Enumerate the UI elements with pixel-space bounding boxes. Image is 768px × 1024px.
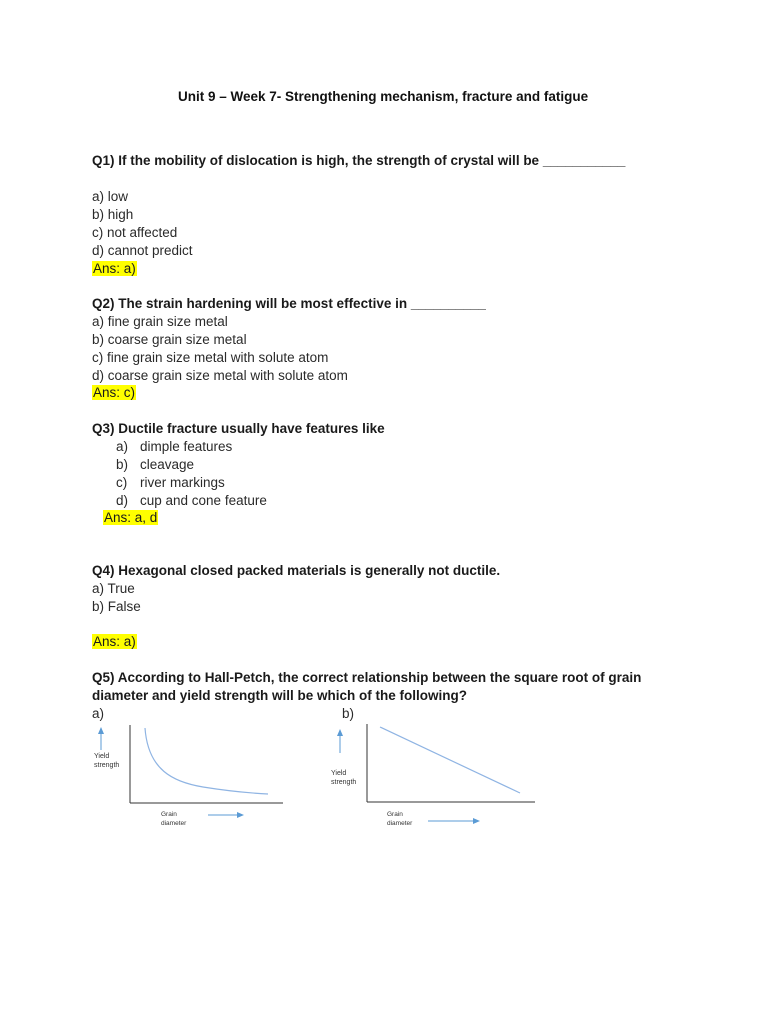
question-text-line-2: diameter and yield strength will be which of the following? bbox=[92, 688, 468, 703]
figure-a-label: a) bbox=[92, 706, 105, 721]
question-3 bbox=[92, 420, 385, 438]
figure-b-label: b) bbox=[342, 706, 355, 721]
answer bbox=[103, 509, 158, 527]
option: a) fine grain size metal bbox=[92, 314, 228, 329]
option-text: river markings bbox=[140, 475, 225, 490]
option-text: dimple features bbox=[140, 439, 233, 454]
page-title: Unit 9 – Week 7- Strengthening mechanism, fracture and fatigue bbox=[178, 89, 589, 104]
option: b) False bbox=[92, 599, 141, 614]
option-number: b) bbox=[116, 457, 129, 472]
option bbox=[116, 492, 267, 510]
question-text: If the mobility of dislocation is high, the strength of crystal will be ___________ bbox=[118, 153, 626, 168]
answer-highlight: Ans: c) bbox=[93, 385, 136, 400]
option-number: c) bbox=[116, 475, 128, 490]
option: c) not affected bbox=[92, 225, 178, 240]
option-number: d) bbox=[116, 493, 129, 508]
option: a) True bbox=[92, 581, 135, 596]
option: d) cannot predict bbox=[92, 243, 193, 258]
option bbox=[116, 438, 232, 456]
question-2 bbox=[92, 295, 486, 313]
question-number: Q1) bbox=[92, 153, 115, 168]
y-label-line-1: Yield bbox=[94, 753, 110, 760]
option bbox=[116, 474, 225, 492]
question-number: Q5) bbox=[92, 670, 115, 685]
option: c) fine grain size metal with solute atom bbox=[92, 350, 329, 365]
option: d) coarse grain size metal with solute atom bbox=[92, 368, 348, 383]
y-label-line-2: strength bbox=[331, 779, 357, 786]
option: b) high bbox=[92, 207, 134, 222]
x-label-line-1: Grain bbox=[387, 811, 403, 818]
answer-highlight: Ans: a, d bbox=[104, 510, 158, 525]
answer bbox=[92, 633, 137, 651]
answer-highlight: Ans: a) bbox=[93, 634, 136, 649]
x-label-line-2: diameter bbox=[387, 820, 413, 827]
y-label-line-1: Yield bbox=[331, 770, 347, 777]
question-text: Ductile fracture usually have features like bbox=[118, 421, 385, 436]
y-label-line-2: strength bbox=[94, 762, 120, 769]
x-label-line-2: diameter bbox=[161, 820, 187, 827]
x-label-line-1: Grain bbox=[161, 811, 177, 818]
answer-highlight: Ans: a) bbox=[93, 261, 136, 276]
question-text: Hexagonal closed packed materials is generally not ductile. bbox=[118, 563, 501, 578]
line-b bbox=[380, 727, 520, 793]
figure-b-graph bbox=[325, 720, 545, 835]
question-number: Q2) bbox=[92, 296, 115, 311]
question-number: Q3) bbox=[92, 421, 115, 436]
question-text-line-1: According to Hall-Petch, the correct relationship between the square root of grain bbox=[117, 670, 642, 685]
figure-a-graph bbox=[88, 720, 288, 835]
question-1 bbox=[92, 152, 625, 170]
question-text: The strain hardening will be most effective in __________ bbox=[118, 296, 486, 311]
option-text: cup and cone feature bbox=[140, 493, 267, 508]
option-text: cleavage bbox=[140, 457, 195, 472]
answer bbox=[92, 260, 137, 278]
option-number: a) bbox=[116, 439, 129, 454]
question-number: Q4) bbox=[92, 563, 115, 578]
option: a) low bbox=[92, 189, 129, 204]
answer bbox=[92, 384, 136, 402]
option bbox=[116, 456, 194, 474]
curve-a bbox=[145, 728, 268, 794]
question-4 bbox=[92, 562, 500, 580]
option: b) coarse grain size metal bbox=[92, 332, 247, 347]
question-5 bbox=[92, 669, 641, 687]
